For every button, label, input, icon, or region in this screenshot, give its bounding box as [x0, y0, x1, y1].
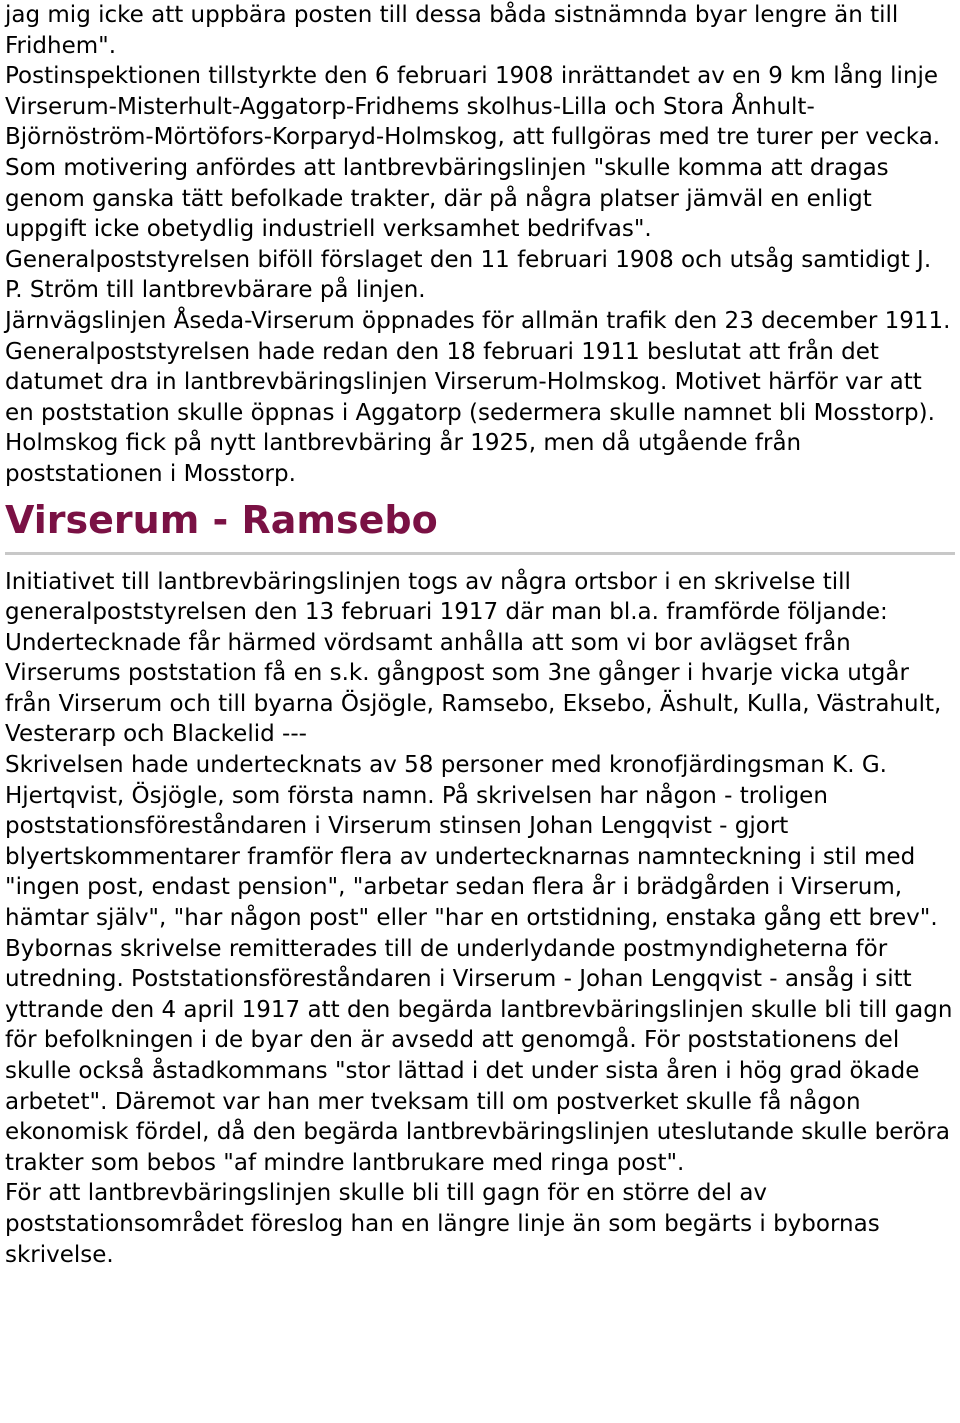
- section-heading: Virserum - Ramsebo: [5, 497, 438, 542]
- paragraph: Järnvägslinjen Åseda-Virserum öppnades för allmän trafik den 23 december 1911. Generalpoststyrelsen hade redan den 18 februari 1911 beslutat att från det datumet dra in lantbrevbäringslinjen Virserum-Holmskog. Motivet härför var att en poststation skulle öppnas i Aggatorp (sedermera skulle namnet bli Mosstorp).: [5, 307, 951, 426]
- paragraph: Holmskog fick på nytt lantbrevbäring år 1925, men då utgående från poststationen i Mosstorp.: [5, 430, 802, 487]
- paragraph: jag mig icke att uppbära posten till dessa båda sistnämnda byar lengre än till Fridhem".: [5, 2, 899, 59]
- intro-block: [5, 0, 955, 490]
- paragraph: Generalpoststyrelsen biföll förslaget den 11 februari 1908 och utsåg samtidigt J. P. Ström till lantbrevbärare på linjen.: [5, 246, 932, 304]
- section-divider: [5, 552, 955, 555]
- paragraph: För att lantbrevbäringslinjen skulle bli till gagn för en större del av poststationsområdet föreslog han en längre linje än som begärts i bybornas skrivelse.: [5, 1180, 880, 1268]
- paragraph: Postinspektionen tillstyrkte den 6 februari 1908 inrättandet av en 9 km lång linje Virserum-Misterhult-Aggatorp-Fridhems skolhus-Lilla och Stora Ånhult-Björnöström-Mörtöfors-Korparyd-Holmskog, att fullgöras med tre turer per vecka. Som motivering anfördes att lantbrevbäringslinjen "skulle komma att dragas genom ganska tätt befolkade trakter, där på några platser jämväl en enligt uppgift icke obetydlig industriell verksamhet bedrifvas".: [5, 63, 941, 243]
- paragraph: Bybornas skrivelse remitterades till de underlydande postmyndigheterna för utredning. Poststationsföreståndaren i Virserum - Johan Lengqvist - ansåg i sitt yttrande den 4 april 1917 att den begärda lantbrevbäringslinjen skulle bli till gagn för befolkningen i de byar den är avsedd att genomgå. För poststationens del skulle också åstadkommans "stor lättad i det under sista åren i hög grad ökade arbetet". Däremot var han mer tveksam till om postverket skulle få någon ekonomisk fördel, då den begärda lantbrevbäringslinjen uteslutande skulle beröra trakter som bebos "af mindre lantbrukare med ringa post".: [5, 935, 953, 1176]
- paragraph: Skrivelsen hade undertecknats av 58 personer med kronofjärdingsman K. G. Hjertqvist, Ösjögle, som första namn. På skrivelsen har någon - troligen poststationsföreståndaren i Virserum stinsen Johan Lengqvist - gjort blyertskommentarer framför flera av undertecknarnas namnteckning i stil med "ingen post, endast pension", "arbetar sedan flera år i brädgården i Virserum, hämtar själv", "har någon post" eller "har en ortstidning, enstaka gång ett brev".: [5, 752, 938, 932]
- section-block: [5, 567, 955, 1271]
- paragraph: Initiativet till lantbrevbäringslinjen togs av några ortsbor i en skrivelse till generalpoststyrelsen den 13 februari 1917 där man bl.a. framförde följande:: [5, 568, 888, 626]
- paragraph: Undertecknade får härmed vördsamt anhålla att som vi bor avlägset från Virserums poststation få en s.k. gångpost som 3ne gånger i hvarje vicka utgår från Virserum och till byarna Ösjögle, Ramsebo, Eksebo, Äshult, Kulla, Västrahult, Vesterarp och Blackelid ---: [5, 629, 942, 748]
